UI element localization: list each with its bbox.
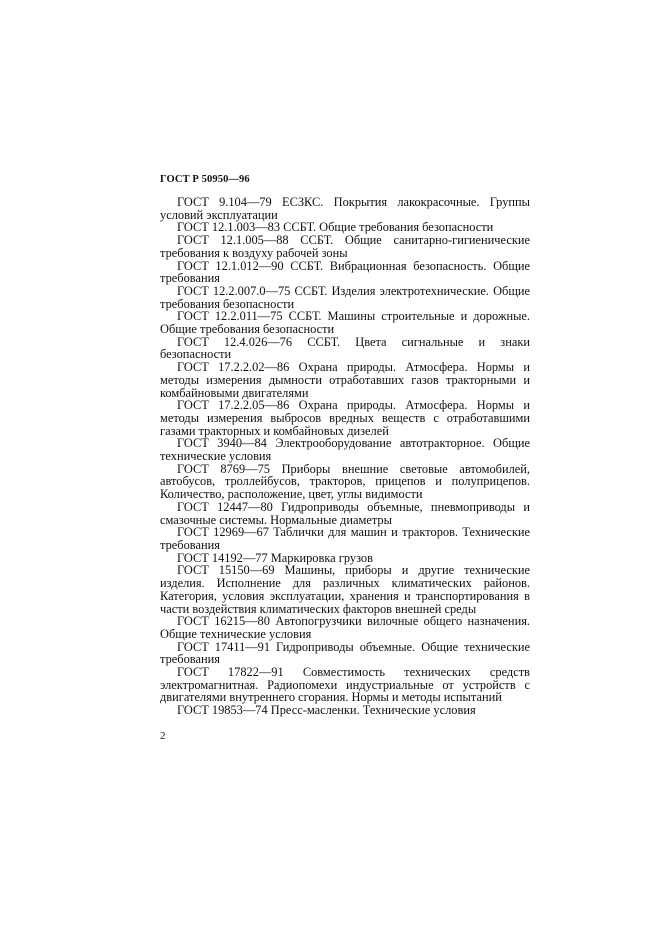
reference-item: ГОСТ 9.104—79 ЕСЗКС. Покрытия лакокрасочные. Группы условий эксплуатации xyxy=(160,195,530,222)
reference-item: ГОСТ 16215—80 Автопогрузчики вилочные общего назначения. Общие технические условия xyxy=(160,614,530,641)
reference-item: ГОСТ 12.4.026—76 ССБТ. Цвета сигнальные и знаки безопасности xyxy=(160,334,530,362)
reference-item: ГОСТ 12.1.003—83 ССБТ. Общие требования безопасности xyxy=(177,220,494,235)
reference-item: ГОСТ 3940—84 Электрооборудование автотракторное. Общие технические условия xyxy=(160,436,530,464)
reference-item: ГОСТ 17.2.2.02—86 Охрана природы. Атмосфера. Нормы и методы измерения дымности отработавших газов тракторными и комбайновыми двигателями xyxy=(160,360,530,400)
reference-item: ГОСТ 12969—67 Таблички для машин и тракторов. Технические требования xyxy=(160,525,530,552)
reference-item: ГОСТ 8769—75 Приборы внешние световые автомобилей, автобусов, троллейбусов, тракторов, прицепов и полуприцепов. Количество, расположение, цвет, углы видимости xyxy=(160,461,530,502)
reference-item: ГОСТ 12447—80 Гидроприводы объемные, пневмоприводы и смазочные системы. Нормальные диаметры xyxy=(160,499,530,527)
reference-item: ГОСТ 19853—74 Пресс-масленки. Технические условия xyxy=(177,703,476,718)
reference-item: ГОСТ 12.2.007.0—75 ССБТ. Изделия электротехнические. Общие требования безопасности xyxy=(160,283,530,311)
reference-item: ГОСТ 12.1.012—90 ССБТ. Вибрационная безопасность. Общие требования xyxy=(160,258,530,286)
reference-item: ГОСТ 12.1.005—88 ССБТ. Общие санитарно-гигиенические требования к воздуху рабочей зоны xyxy=(160,233,530,260)
reference-item: ГОСТ 14192—77 Маркировка грузов xyxy=(177,550,373,565)
references-list xyxy=(160,196,530,717)
reference-item: ГОСТ 12.2.011—75 ССБТ. Машины строительные и дорожные. Общие требования безопасности xyxy=(160,309,530,337)
reference-item: ГОСТ 17411—91 Гидроприводы объемные. Общие технические требования xyxy=(160,639,530,667)
page-header: ГОСТ Р 50950—96 xyxy=(160,174,250,185)
reference-item: ГОСТ 15150—69 Машины, приборы и другие технические изделия. Исполнение для различных климатических районов. Категория, условия эксплуатации, хранения и транспортирования в части воздействия климатических факторов внешней среды xyxy=(160,563,530,616)
reference-item: ГОСТ 17.2.2.05—86 Охрана природы. Атмосфера. Нормы и методы измерения выбросов вредных веществ с отработавшими газами тракторных и комбайновых дизелей xyxy=(160,398,530,438)
reference-item: ГОСТ 17822—91 Совместимость технических средств электромагнитная. Радиопомехи индустриальные от устройств с двигателями внутреннего сгорания. Нормы и методы испытаний xyxy=(160,665,530,705)
page-number: 2 xyxy=(160,730,166,742)
